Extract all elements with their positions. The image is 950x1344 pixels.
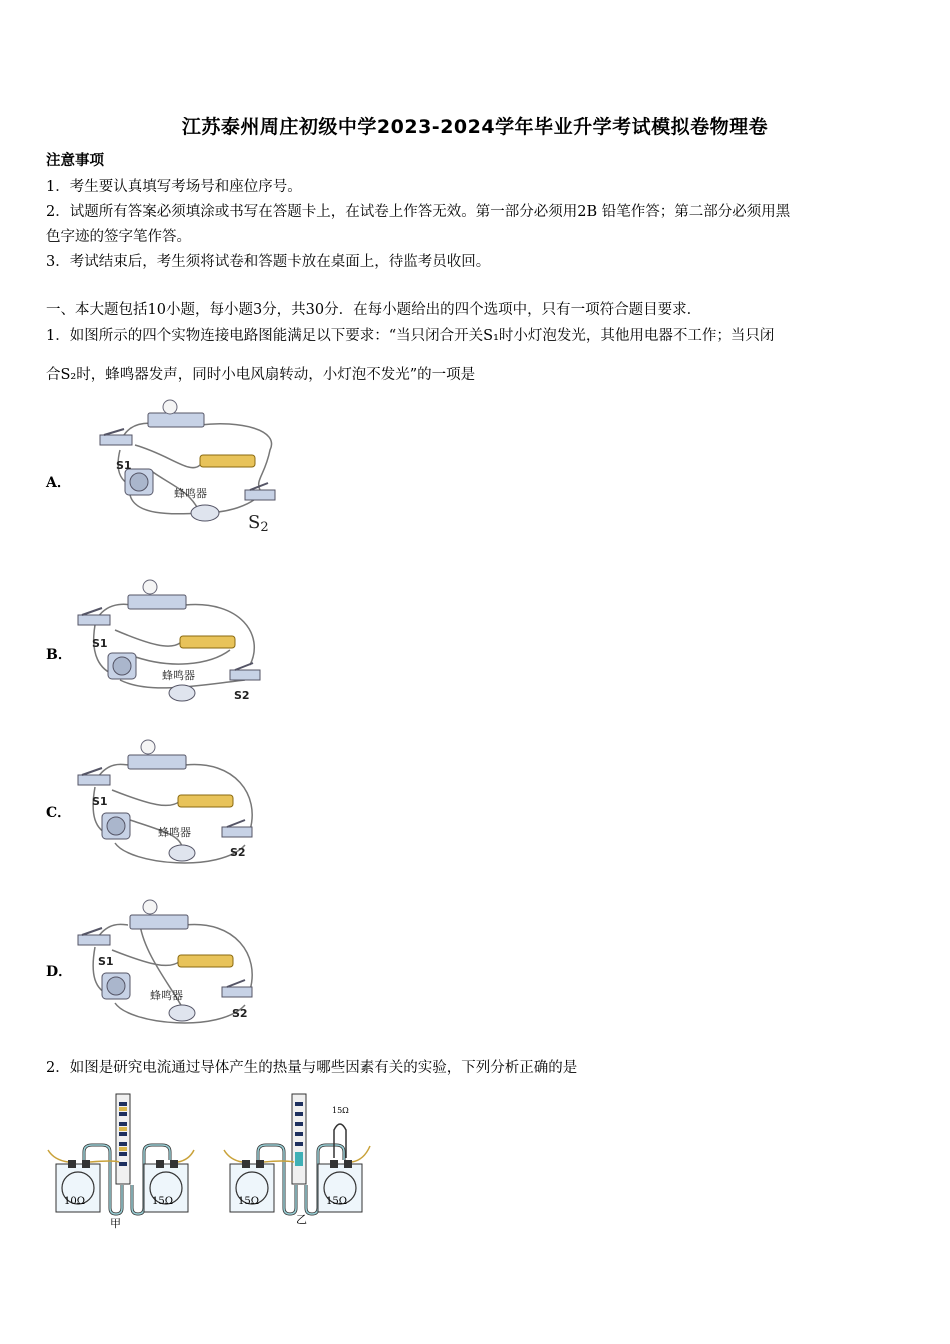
right-extra-resistor-label: 15Ω [332,1106,349,1115]
section-1-header: 一、本大题包括10小题，每小题3分，共30分．在每小题给出的四个选项中，只有一项符合题目要求． [46,302,702,318]
question-2: 2．如图是研究电流通过导体产生的热量与哪些因素有关的实验，下列分析正确的是 [46,1060,578,1076]
buzzer-label: 蜂鸣器 [162,669,195,682]
option-a-label: A． [46,475,71,491]
notes-item-2-line-1: 2．试题所有答案必须填涂或书写在答题卡上，在试卷上作答无效。第一部分必须用2B 铅笔作答；第二部分必须用黑 [46,204,791,220]
notes-item-1: 1．考生要认真填写考场号和座位序号。 [46,179,302,195]
option-b-label: B． [46,647,72,663]
left-caption: 甲 [110,1217,121,1230]
option-d-label: D． [46,964,73,980]
right-caption: 乙 [296,1213,307,1226]
left-resistor-2-label: 15Ω [152,1196,174,1207]
s2-large-letter: S [248,512,261,533]
left-resistor-1-label: 10Ω [64,1196,86,1207]
svg-text:S2 [248,512,269,535]
buzzer-label: 蜂鸣器 [158,826,191,839]
circuit-diagram-d [70,895,270,1035]
right-resistor-2-label: 15Ω [326,1196,348,1207]
s1-label: S1 [116,459,132,472]
circuit-diagram-c [70,735,270,875]
apparatus-right [224,1094,370,1226]
buzzer-label: 蜂鸣器 [174,487,207,500]
s1-label: S1 [92,795,108,808]
notes-heading: 注意事项 [46,152,104,169]
s2-label: S2 [230,846,246,859]
s2-label: S2 [232,1007,248,1020]
notes-item-2-line-2: 色字迹的签字笔作答。 [46,229,191,245]
s1-label: S1 [92,637,108,650]
s2-large-subscript: 2 [260,520,269,535]
notes-item-3: 3．考试结束后，考生须将试卷和答题卡放在桌面上，待监考员收回。 [46,254,491,270]
s2-label: S2 [234,689,250,702]
buzzer-label: 蜂鸣器 [150,989,183,1002]
apparatus-left [48,1094,194,1230]
option-c-label: C． [46,805,72,821]
heat-experiment-figure [44,1090,374,1230]
question-1-line-2: 合S₂时，蜂鸣器发声，同时小电风扇转动，小灯泡不发光”的一项是 [46,367,476,383]
page-title: 江苏泰州周庄初级中学2023-2024学年毕业升学考试模拟卷物理卷 [181,116,769,138]
circuit-diagram-a [90,395,290,540]
s1-label: S1 [98,955,114,968]
question-1-line-1: 1．如图所示的四个实物连接电路图能满足以下要求：“当只闭合开关S₁时小灯泡发光，其他用电器不工作；当只闭 [46,328,775,344]
circuit-diagram-b [70,575,270,710]
right-resistor-1-label: 15Ω [238,1196,260,1207]
